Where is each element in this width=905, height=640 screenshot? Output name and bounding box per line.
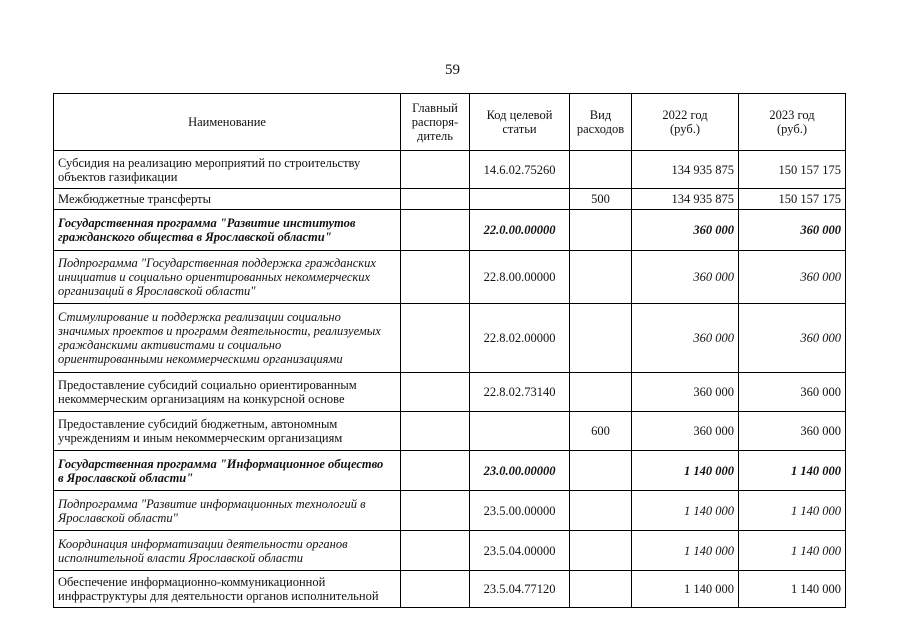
row-code: 22.8.02.73140 <box>470 373 570 412</box>
row-2022: 1 140 000 <box>632 571 739 608</box>
row-manager <box>401 304 470 373</box>
row-2023: 360 000 <box>739 304 846 373</box>
row-type <box>570 151 632 189</box>
row-2022: 360 000 <box>632 304 739 373</box>
header-2023: 2023 год (руб.) <box>739 94 846 151</box>
row-manager <box>401 491 470 531</box>
row-type: 500 <box>570 189 632 210</box>
table-row <box>54 151 846 189</box>
row-code: 23.5.04.77120 <box>470 571 570 608</box>
row-code <box>470 412 570 451</box>
budget-table <box>53 93 846 608</box>
header-code: Код целевой статьи <box>470 94 570 151</box>
table-row <box>54 412 846 451</box>
row-name: Координация информатизации деятельности органов исполнительной власти Ярославской области <box>54 531 401 571</box>
row-name: Подпрограмма "Развитие информационных технологий в Ярославской области" <box>54 491 401 531</box>
row-type <box>570 451 632 491</box>
row-2023: 150 157 175 <box>739 189 846 210</box>
row-name: Обеспечение информационно-коммуникационной инфраструктуры для деятельности органов исполнительной <box>54 571 401 608</box>
row-type <box>570 304 632 373</box>
row-name: Предоставление субсидий социально ориентированным некоммерческим организациям на конкурсной основе <box>54 373 401 412</box>
header-row <box>54 94 846 151</box>
table-row <box>54 571 846 608</box>
row-name: Государственная программа "Развитие институтов гражданского общества в Ярославской области" <box>54 210 401 251</box>
row-name: Стимулирование и поддержка реализации социально значимых проектов и программ деятельности, реализуемых гражданскими активистами и социально ориентированными некоммерческими организациями <box>54 304 401 373</box>
row-2023: 150 157 175 <box>739 151 846 189</box>
row-manager <box>401 571 470 608</box>
row-2022: 360 000 <box>632 251 739 304</box>
row-2022: 360 000 <box>632 373 739 412</box>
table-row <box>54 491 846 531</box>
row-type <box>570 251 632 304</box>
header-manager: Главный распоря- дитель <box>401 94 470 151</box>
table-row <box>54 210 846 251</box>
table-row <box>54 373 846 412</box>
row-code: 23.5.04.00000 <box>470 531 570 571</box>
header-2022: 2022 год (руб.) <box>632 94 739 151</box>
row-2023: 360 000 <box>739 251 846 304</box>
row-type <box>570 373 632 412</box>
row-2022: 134 935 875 <box>632 151 739 189</box>
table-row <box>54 251 846 304</box>
header-type: Вид расходов <box>570 94 632 151</box>
row-name: Предоставление субсидий бюджетным, автономным учреждениям и иным некоммерческим организациям <box>54 412 401 451</box>
row-2023: 1 140 000 <box>739 451 846 491</box>
row-2022: 1 140 000 <box>632 451 739 491</box>
row-code <box>470 189 570 210</box>
row-2023: 360 000 <box>739 210 846 251</box>
row-name: Субсидия на реализацию мероприятий по строительству объектов газификации <box>54 151 401 189</box>
header-name: Наименование <box>54 94 401 151</box>
page-number: 59 <box>445 62 460 78</box>
row-type <box>570 531 632 571</box>
row-2023: 1 140 000 <box>739 571 846 608</box>
row-2023: 360 000 <box>739 412 846 451</box>
row-type <box>570 571 632 608</box>
row-name: Государственная программа "Информационное общество в Ярославской области" <box>54 451 401 491</box>
row-manager <box>401 151 470 189</box>
table-row <box>54 451 846 491</box>
row-2022: 134 935 875 <box>632 189 739 210</box>
row-2022: 360 000 <box>632 412 739 451</box>
table-row <box>54 189 846 210</box>
table-row <box>54 531 846 571</box>
row-manager <box>401 451 470 491</box>
row-code: 22.8.02.00000 <box>470 304 570 373</box>
row-code: 23.5.00.00000 <box>470 491 570 531</box>
row-manager <box>401 210 470 251</box>
row-manager <box>401 531 470 571</box>
row-code: 22.0.00.00000 <box>470 210 570 251</box>
row-code: 23.0.00.00000 <box>470 451 570 491</box>
row-code: 14.6.02.75260 <box>470 151 570 189</box>
table-row <box>54 304 846 373</box>
row-name: Межбюджетные трансферты <box>54 189 401 210</box>
row-2023: 1 140 000 <box>739 491 846 531</box>
row-type <box>570 210 632 251</box>
row-type <box>570 491 632 531</box>
row-manager <box>401 189 470 210</box>
row-manager <box>401 412 470 451</box>
row-code: 22.8.00.00000 <box>470 251 570 304</box>
row-2022: 360 000 <box>632 210 739 251</box>
row-2022: 1 140 000 <box>632 531 739 571</box>
row-manager <box>401 373 470 412</box>
row-2023: 360 000 <box>739 373 846 412</box>
row-type: 600 <box>570 412 632 451</box>
row-manager <box>401 251 470 304</box>
row-2022: 1 140 000 <box>632 491 739 531</box>
row-name: Подпрограмма "Государственная поддержка гражданских инициатив и социально ориентированных некоммерческих организаций в Ярославской области" <box>54 251 401 304</box>
row-2023: 1 140 000 <box>739 531 846 571</box>
